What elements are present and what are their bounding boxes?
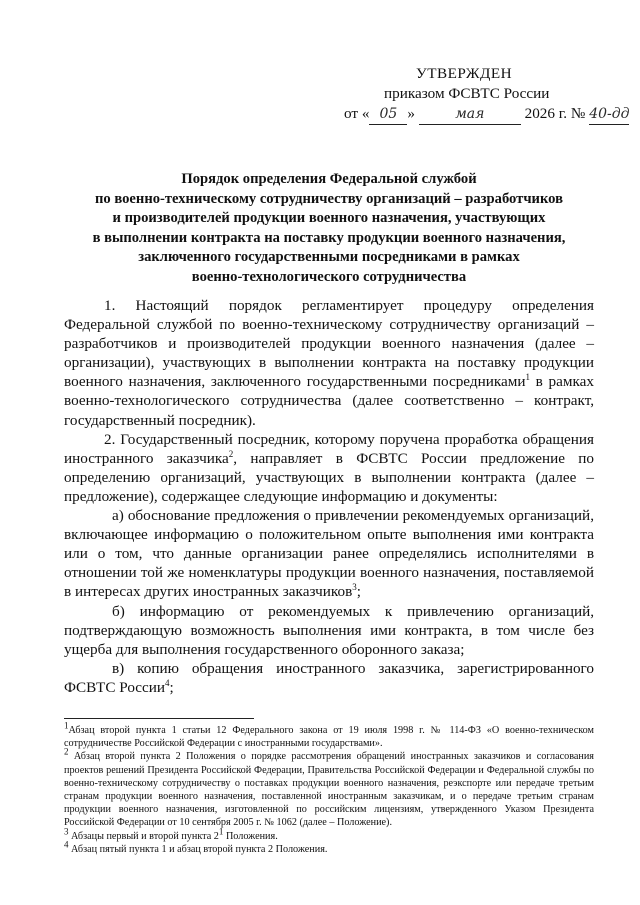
title-line: военно-технологического сотрудничества xyxy=(191,268,467,285)
paragraph-text: в) копию обращения иностранного заказчика, зарегистрированного ФСВТС России xyxy=(64,659,594,696)
footnote-text: Абзац второй пункта 1 статьи 12 Федерального закона от 19 июля 1998 г. № 114-ФЗ «О военно-техническом сотрудничестве Российской Федерации с иностранными государствами». xyxy=(64,725,594,750)
year-and-number-label: 2026 г. № xyxy=(524,105,586,122)
footnote-separator xyxy=(64,718,254,719)
footnote-inner-sup: 1 xyxy=(218,826,224,837)
footnote-ref: 1 xyxy=(525,372,530,383)
document-body xyxy=(64,296,594,697)
footnote-mark: 2 xyxy=(64,747,69,758)
paragraph-text: , направляет в ФСВТС России предложение по определению организаций, участвующих в выполнении контракта (далее – предложение), содержащее следующие информацию и документы: xyxy=(64,449,594,505)
title-line: по военно-техническому сотрудничеству организаций – разработчиков xyxy=(95,190,563,207)
paragraph-text: б) информацию от рекомендуемых к привлечению организаций, подтверждающую возможность выполнения ими контракта, в том числе без ущерба для выполнения государственного оборонного заказа; xyxy=(64,602,594,658)
order-date-line xyxy=(344,104,630,125)
title-line: Порядок определения Федеральной службой xyxy=(181,171,477,187)
footnotes xyxy=(64,720,594,856)
date-prefix: от « xyxy=(344,105,370,122)
paragraph-text: 1. Настоящий порядок регламентирует процедуру определения Федеральной службой по военно-техническому сотрудничеству организаций – разработчиков и производителей продукции военного назначения (далее – организации), участвующих в выполнении контракта на поставку продукции военного назначения, заключенного государственными посредниками xyxy=(64,297,594,391)
order-line: приказом ФСВТС России xyxy=(384,85,550,102)
paragraph-1 xyxy=(64,296,594,430)
handwritten-day: 05 xyxy=(369,104,407,125)
title-line: и производителей продукции военного назначения, участвующих xyxy=(112,210,546,226)
footnote-4 xyxy=(64,839,594,856)
title-line: в выполнении контракта на поставку продукции военного назначения, xyxy=(92,229,566,246)
footnote-text: Абзацы первый и второй пункта 2 xyxy=(68,830,219,842)
footnote-3 xyxy=(64,826,594,843)
paragraph-text: 2. Государственный посредник, которому поручена проработка обращения иностранного заказчика xyxy=(64,430,594,467)
approved-label: УТВЕРЖДЕН xyxy=(416,65,513,82)
footnote-text: Абзац второй пункта 2 Положения о порядке рассмотрения обращений иностранных заказчиков и согласования проектов решений Президента Российской Федерации, Правительства Российской Федерации и Федеральной службы по военно-техническому сотрудничеству о поставках продукции военного назначения, реэкспорте или передаче третьим странам продукции военного назначения, поставленной иностранным заказчикам, и о передаче третьим странам продукции военного назначения, изготовленной по российским лицензиям, утвержденного Указом Президента Российской Федерации от 10 сентября 2005 г. № 1062 (далее – Положение). xyxy=(64,751,594,829)
footnote-mark: 4 xyxy=(64,839,69,850)
footnote-ref: 2 xyxy=(228,448,234,459)
footnote-ref: 4 xyxy=(165,677,170,688)
paragraph-2 xyxy=(64,430,594,506)
approval-stamp xyxy=(344,64,630,125)
footnote-mark: 1 xyxy=(64,720,69,731)
footnote-text: Положения. xyxy=(223,830,278,842)
footnote-text: Абзац пятый пункта 1 и абзац второй пункта 2 Положения. xyxy=(68,843,328,855)
footnote-1 xyxy=(64,720,594,750)
paragraph-text: в рамках военно-технологического сотрудничества (далее соответственно – контракт, государственный посредник). xyxy=(64,373,594,429)
paragraph-text: ; xyxy=(169,678,174,696)
footnote-mark: 3 xyxy=(64,826,69,837)
footnote-2 xyxy=(64,747,594,829)
date-close-quote: » xyxy=(407,105,416,122)
subparagraph-v xyxy=(64,659,594,697)
handwritten-order-number: 40-дд xyxy=(589,104,629,125)
paragraph-text: ; xyxy=(356,583,362,601)
paragraph-text: а) обоснование предложения о привлечении рекомендуемых организаций, включающее информацию о положительном опыте выполнения ими контракта или о том, что данные организации ранее определялись исполнителями в отношении той же номенклатуры продукции военного назначения, поставляемой в интересах других иностранных заказчиков xyxy=(64,507,594,601)
title-line: заключенного государственными посредниками в рамках xyxy=(138,249,520,265)
handwritten-month: мая xyxy=(419,104,521,125)
document-title xyxy=(64,170,594,287)
footnote-ref: 3 xyxy=(352,582,357,593)
subparagraph-b xyxy=(64,602,594,659)
subparagraph-a xyxy=(64,506,594,601)
